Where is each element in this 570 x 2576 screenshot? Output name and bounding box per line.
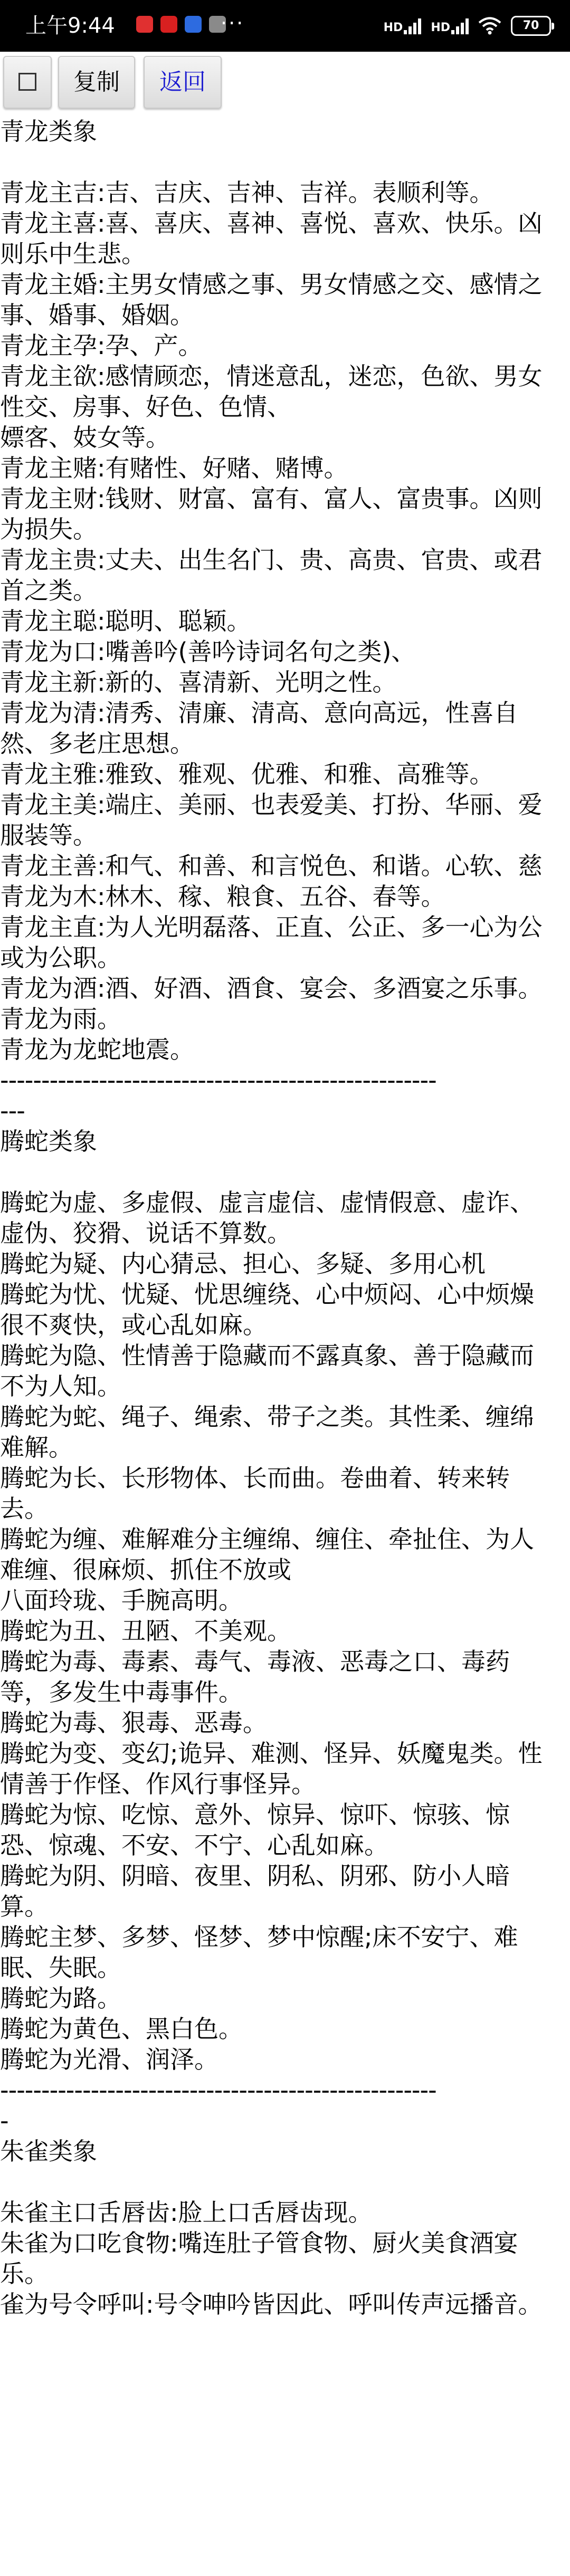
text-line: 腾蛇为毒、毒素、毒气、毒液、恶毒之口、毒药	[0, 1647, 510, 1676]
text-line: 情善于作怪、作风行事怪异。	[0, 1770, 316, 1798]
toolbar	[0, 52, 570, 114]
text-line: 恐、惊魂、不安、不宁、心乱如麻。	[0, 1831, 388, 1859]
text-line: 青龙主喜:喜、喜庆、喜神、喜悦、喜欢、快乐。凶	[0, 209, 543, 237]
text-line: 青龙主财:钱财、财富、富有、富人、富贵事。凶则	[0, 484, 543, 513]
battery-level: 70	[522, 19, 539, 32]
text-line: 腾蛇为黄色、黑白色。	[0, 2015, 243, 2043]
text-line: 虚伪、狡猾、说话不算数。	[0, 1219, 291, 1247]
text-line: 青龙为雨。	[0, 1005, 121, 1033]
text-line: 朱雀主口舌唇齿:脸上口舌唇齿现。	[0, 2198, 373, 2227]
text-line: 或为公职。	[0, 943, 121, 972]
section-divider: -----------------------------------------------------	[0, 2076, 436, 2104]
text-line: 事、婚事、婚姻。	[0, 301, 194, 329]
red-app-icon	[136, 16, 153, 33]
wifi-icon	[478, 17, 501, 35]
text-line: 腾蛇为阴、阴暗、夜里、阴私、阴邪、防小人暗	[0, 1862, 510, 1890]
section-divider: -	[0, 2106, 8, 2135]
text-line: 青龙为口:嘴善吟(善吟诗词名句之类)、	[0, 637, 416, 666]
text-line: 青龙类象	[0, 117, 97, 146]
text-line: 朱雀为口吃食物:嘴连肚子管食物、厨火美食酒宴	[0, 2229, 518, 2257]
text-line: 然、多老庄思想。	[0, 729, 194, 758]
blue-app-icon	[185, 16, 202, 33]
text-line: 雀为号令呼叫:号令呻吟皆因此、呼叫传声远播音。	[0, 2290, 543, 2319]
flag-app-icon	[160, 16, 177, 33]
status-bar	[0, 0, 570, 52]
text-line: 腾蛇类象	[0, 1127, 97, 1156]
text-line: 青龙主赌:有赌性、好赌、赌博。	[0, 454, 348, 482]
text-line: 腾蛇为惊、吃惊、意外、惊异、惊吓、惊骇、惊	[0, 1800, 510, 1829]
text-line: 青龙主直:为人光明磊落、正直、公正、多一心为公	[0, 913, 543, 941]
notification-icons	[136, 16, 233, 37]
text-line: 眠、失眠。	[0, 1953, 121, 1982]
text-line: 腾蛇为疑、内心猜忌、担心、多疑、多用心机	[0, 1249, 486, 1278]
text-line: 青龙主善:和气、和善、和言悦色、和谐。心软、慈	[0, 852, 543, 880]
text-line: 算。	[0, 1892, 49, 1921]
text-line	[0, 1157, 570, 1187]
text-line: 乐。	[0, 2259, 49, 2288]
text-line: 青龙主婚:主男女情感之事、男女情感之交、感情之	[0, 270, 543, 299]
text-line: 不为人知。	[0, 1372, 121, 1400]
text-line: 腾蛇为缠、难解难分主缠绵、缠住、牵扯住、为人	[0, 1525, 534, 1553]
status-indicators	[384, 14, 551, 38]
text-line: 腾蛇为路。	[0, 1984, 121, 2012]
text-line: 腾蛇为毒、狠毒、恶毒。	[0, 1709, 267, 1737]
text-line: 青龙为酒:酒、好酒、酒食、宴会、多酒宴之乐事。	[0, 974, 543, 1003]
select-all-checkbox-button[interactable]	[3, 56, 52, 109]
text-line: 等，多发生中毒事件。	[0, 1678, 243, 1706]
text-line: 青龙为清:清秀、清廉、清高、意向高远，性喜自	[0, 699, 518, 727]
text-line: 青龙主聪:聪明、聪颖。	[0, 607, 251, 635]
signal-1-label: HD	[383, 21, 403, 34]
signal-2-icon	[431, 17, 469, 34]
text-content[interactable]	[0, 114, 570, 2576]
text-line: 青龙为木:林木、稼、粮食、五谷、春等。	[0, 882, 445, 911]
text-line: 腾蛇为隐、性情善于隐藏而不露真象、善于隐藏而	[0, 1341, 534, 1370]
text-line: 朱雀类象	[0, 2137, 97, 2165]
section-divider: ---	[0, 1096, 25, 1125]
text-line: 青龙主美:端庄、美丽、也表爱美、打扮、华丽、爱	[0, 790, 543, 819]
more-notifications-indicator: ···	[221, 12, 245, 35]
text-line: 难解。	[0, 1433, 73, 1462]
text-line: 嫖客、妓女等。	[0, 423, 170, 452]
text-line: 很不爽快，或心乱如麻。	[0, 1311, 267, 1339]
checkbox-icon	[18, 73, 36, 91]
text-line: 腾蛇为忧、忧疑、忧思缠绕、心中烦闷、心中烦燥	[0, 1280, 534, 1309]
text-line	[0, 147, 570, 177]
text-line: 腾蛇为变、变幻;诡异、难测、怪异、妖魔鬼类。性	[0, 1739, 543, 1768]
copy-button[interactable]: 复制	[58, 56, 135, 109]
battery-icon	[511, 16, 551, 36]
text-line: 青龙主雅:雅致、雅观、优雅、和雅、高雅等。	[0, 760, 494, 788]
signal-2-label: HD	[431, 21, 450, 34]
status-time: 上午9:44	[25, 14, 115, 38]
text-line: 青龙主吉:吉、吉庆、吉神、吉祥。表顺利等。	[0, 178, 494, 207]
text-line: 腾蛇为虚、多虚假、虚言虚信、虚情假意、虚诈、	[0, 1188, 534, 1217]
text-line	[0, 2167, 570, 2197]
text-line: 青龙主欲:感情顾恋，情迷意乱，迷恋，色欲、男女	[0, 362, 543, 390]
text-line: 服装等。	[0, 821, 97, 850]
text-line: 腾蛇为光滑、润泽。	[0, 2045, 218, 2074]
text-line: 青龙主新:新的、喜清新、光明之性。	[0, 668, 397, 697]
text-line: 腾蛇主梦、多梦、怪梦、梦中惊醒;床不安宁、难	[0, 1923, 518, 1951]
text-line: 为损失。	[0, 515, 97, 543]
text-line: 青龙主孕:孕、产。	[0, 331, 203, 360]
text-line: 去。	[0, 1494, 49, 1523]
text-line: 腾蛇为蛇、绳子、绳索、带子之类。其性柔、缠绵	[0, 1403, 534, 1431]
text-line: 难缠、很麻烦、抓住不放或	[0, 1556, 291, 1584]
text-line: 首之类。	[0, 576, 97, 605]
section-divider: -----------------------------------------------------	[0, 1066, 436, 1094]
signal-1-icon	[384, 17, 422, 34]
text-line: 青龙为龙蛇地震。	[0, 1035, 194, 1064]
text-line: 八面玲珑、手腕高明。	[0, 1586, 243, 1615]
back-button[interactable]: 返回	[144, 56, 222, 109]
text-line: 腾蛇为长、长形物体、长而曲。卷曲着、转来转	[0, 1464, 510, 1492]
text-line: 则乐中生悲。	[0, 240, 146, 268]
text-line: 性交、房事、好色、色情、	[0, 393, 291, 421]
text-line: 青龙主贵:丈夫、出生名门、贵、高贵、官贵、或君	[0, 546, 543, 574]
text-line: 腾蛇为丑、丑陋、不美观。	[0, 1617, 291, 1645]
